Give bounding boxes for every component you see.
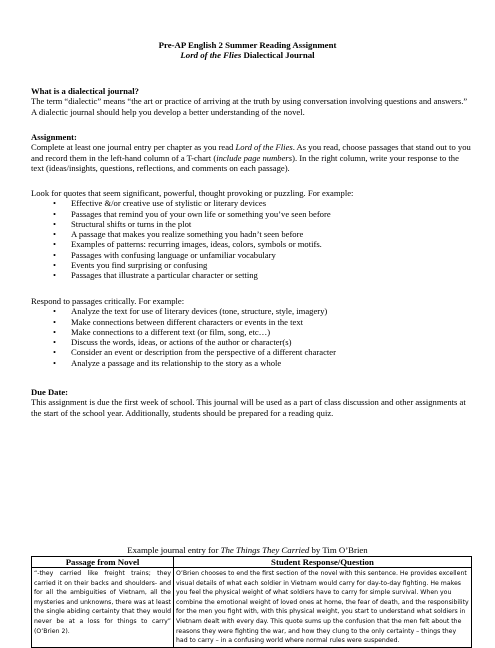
assignment-text-2: . As you read, choose passages that stand out to you and record them in the left-hand column of a T-chart ( (31, 142, 471, 163)
assignment-body (31, 142, 471, 173)
page-subtitle (0, 50, 495, 60)
list-item: • Effective &/or creative use of stylistic or literary devices (53, 198, 471, 208)
caption-text-1: Example journal entry for (127, 545, 221, 555)
assignment-heading: Assignment: (31, 132, 77, 142)
what-is-heading: What is a dialectical journal? (31, 86, 139, 96)
due-date-body: This assignment is due the first week of school. This journal will be used as a part of class discussion and other assignments at the start of the school year. Additionally, students should be prepared for a reading quiz. (31, 397, 466, 418)
table-header-row (32, 557, 472, 568)
list-item: • Examples of patterns: recurring images, ideas, colors, symbols or motifs. (53, 239, 471, 249)
subtitle-rest: Dialectical Journal (241, 50, 315, 60)
page-title: Pre-AP English 2 Summer Reading Assignment (158, 40, 337, 50)
what-is-section (31, 86, 471, 117)
list-item: • Events you find surprising or confusing (53, 260, 471, 270)
what-is-body: The term “dialectic” means “the art or practice of arriving at the truth by using conversation involving questions and answers.” A dialectic journal should help you develop a better understanding of the novel. (31, 96, 468, 117)
due-date-heading: Due Date: (31, 387, 68, 397)
quotes-intro: Look for quotes that seem significant, powerful, thought provoking or puzzling. For example: (31, 188, 354, 198)
respond-list (31, 306, 471, 368)
list-item: • Consider an event or description from the perspective of a different character (53, 347, 471, 357)
list-item: • Discuss the words, ideas, or actions of the author or character(s) (53, 337, 471, 347)
list-item: • Passages that illustrate a particular character or setting (53, 270, 471, 280)
assignment-section (31, 132, 471, 173)
column-header-passage: Passage from Novel (32, 557, 174, 568)
quotes-section (31, 188, 471, 281)
quotes-list (31, 198, 471, 280)
list-item: • A passage that makes you realize something you hadn’t seen before (53, 229, 471, 239)
list-item: • Make connections between different characters or events in the text (53, 317, 471, 327)
caption-text-2: by Tim O’Brien (309, 545, 368, 555)
list-item: • Analyze the text for use of literary devices (tone, structure, style, imagery) (53, 306, 471, 316)
passage-cell: “-they carried like freight trains; they carried it on their backs and shoulders- and for all the ambiguities of Vietnam, all the mysteries and unknowns, there was at least the single abiding certainty that they would never be at a loss for things to carry” (O’Brien 2). (32, 568, 174, 648)
column-header-response: Student Response/Question (174, 557, 472, 568)
respond-section (31, 296, 471, 368)
assignment-text-1: Complete at least one journal entry per chapter as you read (31, 142, 236, 153)
assignment-book-title: Lord of the Flies (235, 142, 293, 153)
example-caption (0, 545, 495, 555)
list-item: • Structural shifts or turns in the plot (53, 219, 471, 229)
list-item: • Analyze a passage and its relationship to the story as a whole (53, 358, 471, 368)
book-title: Lord of the Flies (180, 50, 242, 60)
respond-intro: Respond to passages critically. For example: (31, 296, 185, 306)
due-date-section (31, 387, 471, 418)
caption-book-title: The Things They Carried (220, 545, 310, 555)
assignment-page-note: include page numbers (216, 152, 293, 163)
table-row (32, 568, 472, 648)
t-chart-table (31, 556, 472, 648)
list-item: • Passages that remind you of your own life or something you’ve seen before (53, 209, 471, 219)
assignment-text-3: ). In the right column, write your response to the text (ideas/insights, questions, reflections, and comments on each passage). (31, 152, 459, 173)
list-item: • Passages with confusing language or unfamiliar vocabulary (53, 250, 471, 260)
response-cell: O’Brien chooses to end the first section of the novel with this sentence. He provides excellent visual details of what each soldier in Vietnam would carry for day-to-day fighting. He makes you feel the physical weight of what soldiers have to carry for simple survival. When you combine the emotional weight of loved ones at home, the fear of death, and the responsibility for the men you fight with, with this physical weight, you start to understand what soldiers in Vietnam dealt with every day. This quote sums up the confusion that the men felt about the reasons they were fighting the war, and how they clung to the only certainty – things they had to carry – in a confusing world where normal rules were suspended. (174, 568, 472, 648)
list-item: • Make connections to a different text (or film, song, etc…) (53, 327, 471, 337)
